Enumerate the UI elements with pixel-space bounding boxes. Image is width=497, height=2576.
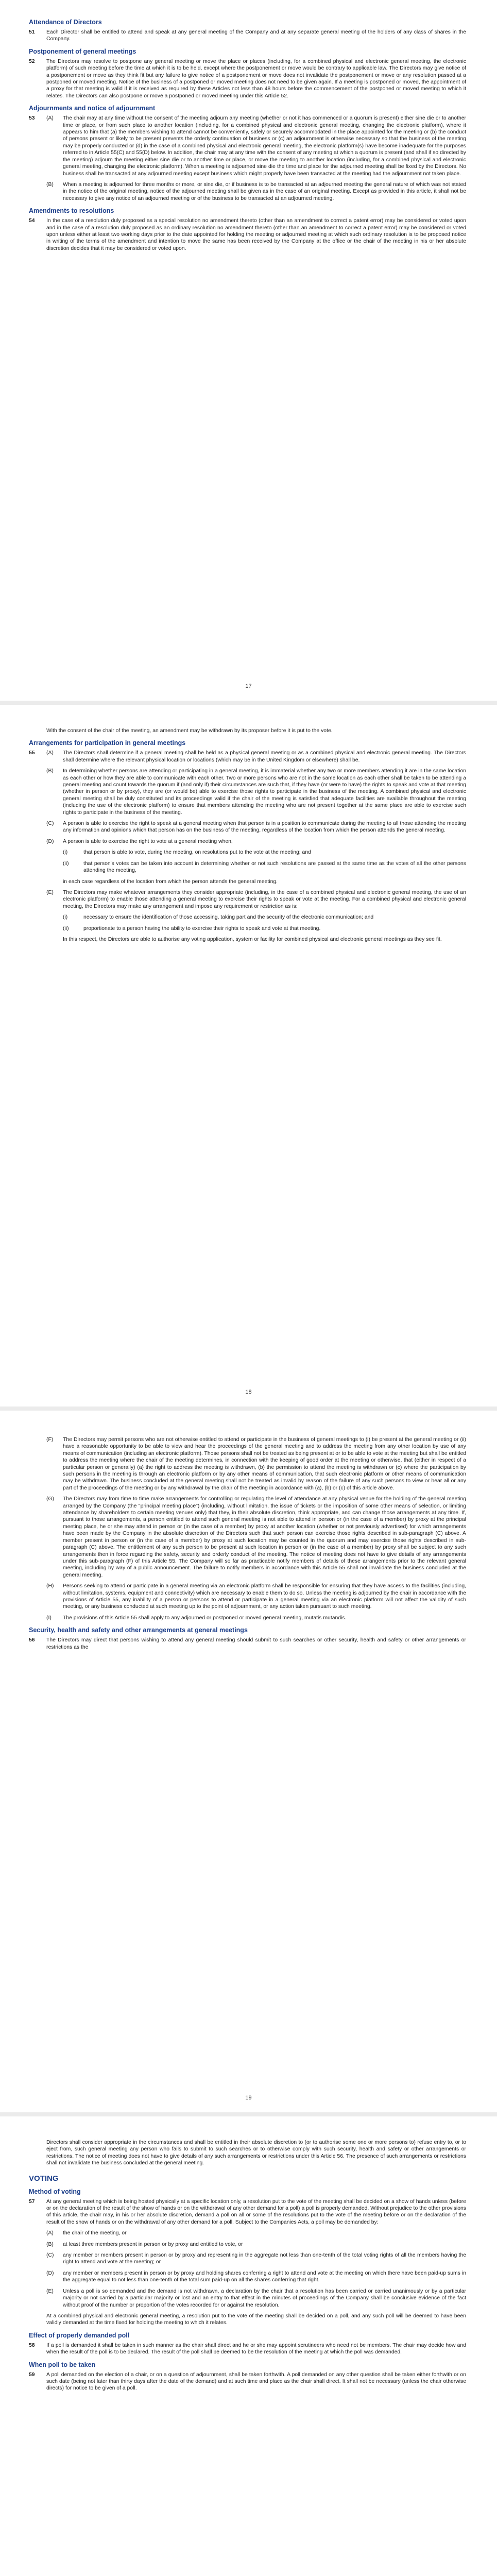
heading-arrangements: Arrangements for participation in general meetings [29, 739, 186, 747]
carry-over-text: Directors shall consider appropriate in the circumstances and shall be entitled in their absolute discretion to (or to authorise some one or more persons to) refuse entry to, or to eject from, such general meeting any person who fails to submit to such searches or to otherwise comply with such security, health and safety or other arrangements or restrictions. The notice of meeting does not have to give details of any such arrangements or restrictions under this Article 56. The presence of such arrangements or restrictions shall not invalidate the business concluded at the general meeting. [46, 2140, 466, 2166]
clause-text: at least three members present in person or by proxy and entitled to vote, or [63, 2241, 243, 2247]
sub-clause-label: (B) [46, 768, 54, 774]
clause-text: The Directors may direct that persons wishing to attend any general meeting should submit to such searches or other security, health and safety or other arrangements or restrictions as the [46, 1637, 466, 1650]
sub-clause-label: (A) [46, 2230, 54, 2236]
heading-attendance-of-directors: Attendance of Directors [29, 19, 102, 26]
clause-57b [29, 2241, 466, 2248]
sub-clause-label: (E) [46, 2288, 54, 2294]
clause-53a [29, 115, 466, 177]
clause-number: 52 [29, 58, 35, 64]
page-number: 18 [245, 1389, 252, 1395]
clause-text: When a meeting is adjourned for three months or more, or sine die, or if business is to be transacted at an adjourned meeting the general nature of which was not stated in the notice of the original meeting, notice of the adjourned meeting shall be given as in the case of an original meeting. Except as provided in this article, it shall not be necessary to give any notice of an adjourned meeting or of the business to be transacted at an adjourned meeting. [63, 181, 466, 201]
heading-postponement: Postponement of general meetings [29, 47, 136, 55]
sub-clause-label: (I) [46, 1615, 52, 1621]
clause-55a [29, 750, 466, 764]
sub-clause-label: (ii) [63, 925, 69, 931]
sub-clause-label: (B) [46, 2241, 54, 2247]
clause-text: A poll demanded on the election of a chair, or on a question of adjournment, shall be taken forthwith. A poll demanded on any other question shall be taken either forthwith or on such date (being not later than thirty days after the date of the demand) and at such time and place as the chair shall direct. It shall not be necessary (unless the chair otherwise directs) for notice to be given of a poll. [46, 2371, 466, 2392]
clause-55d-i [29, 849, 466, 856]
clause-number: 59 [29, 2371, 35, 2378]
clause-text: The Directors may from time to time make arrangements for controlling or regulating the level of attendance at any physical venue for the holding of the general meeting arranged by the Company (the "principal meeting place") (including, without limitation, the issue of tickets or the imposition of some other means of selection, or limiting attendance by shareholders to certain meeting venues only) that they, in their absolute discretion, think appropriate, and can change those arrangements at any time. If, pursuant to those arrangements, a person entitled to attend such general meeting is not able to attend in person or (in the case of a member) by proxy at the principal meeting place, he or she may attend in person or (in the case of a member) by proxy at another location (whether or not previously advertised) for which arrangements have been made by the Company in the absolute discretion of the Directors such that such person can exercise those rights described in sub-paragraph (C) above. A member present in person or (in the case of a member) by proxy at such location may be counted in the quorum and may exercise those rights described in sub-paragraph (C) above. The entitlement of any such person to be present at such location in person or (in the case of a member) by proxy shall be subject to any such arrangements then in force regarding the safety, security and orderly conduct of the meeting. The notice of meeting does not have to give details of any arrangements under this sub-paragraph (F) of this Article 55. The Company will so far as practicable notify members of details of these arrangements prior to the relevant general meeting, including by way of a public announcement. The failure to notify members in accordance with this Article 55 shall not invalidate the business concluded at the general meeting. [63, 1496, 466, 1578]
clause-text: The Directors may resolve to postpone any general meeting or move the place or places (including, for a combined physical and electronic general meeting, the electronic platform) of such meeting before the time at which it is to be held, except where the postponement or move would be contrary to applicable law. The Directors may give notice of a postponement or move as they think fit but any failure to give notice of a postponement or move does not invalidate the postponement or move or any resolution passed at a postponed or moved meeting. Notice of the business of a postponed or moved meeting does not need to be given again. If a meeting is postponed or moved, the appointment of a proxy for that meeting is valid if it is received as required by these Articles not less than 48 hours before the commencement of the postponed or moved meeting to which it relates. The Directors can also postpone or move a postponed or moved meeting under this Article 52. [46, 58, 466, 99]
clause-text: The Directors shall determine if a general meeting shall be held as a physical general meeting or as a combined physical and electronic general meeting. The Directors shall determine where the relevant physical location or locations (which may be in the United Kingdom or elsewhere) shall be. [63, 750, 466, 763]
clause-text: in each case regardless of the location from which the person attends the general meeting. [63, 878, 278, 885]
page-number: 19 [245, 2095, 252, 2101]
heading-voting: VOTING [29, 2174, 59, 2183]
clause-number: 53 [29, 115, 35, 122]
sub-clause-label: (E) [46, 889, 54, 895]
sub-clause-label: (ii) [63, 860, 69, 867]
clause-57a [29, 2230, 466, 2236]
heading-when-poll-taken: When poll to be taken [29, 2361, 96, 2368]
clause-55b [29, 768, 466, 816]
clause-text: A person is able to exercise the right to speak at a general meeting when that person is in a position to communicate during the meeting to all those attending the meeting any information and opinions which that person has on the business of the meeting, regardless of the location from which the person attends the general meeting. [63, 821, 466, 834]
clause-number: 54 [29, 218, 35, 224]
document-page-18 [0, 705, 497, 1406]
clause-53b [29, 181, 466, 202]
clause-text: At any general meeting which is being hosted physically at a specific location only, a resolution put to the vote of the meeting shall be decided on a show of hands unless (before or on the declaration of the result of the show of hands or on the withdrawal of any other demand for a poll) a poll is properly demanded. Without prejudice to the other provisions of this article, the chair may, in his or her absolute discretion, demand a poll on all or some of the resolutions put to the vote of the meeting before or on the declaration of the result of the show of hands or on the withdrawal of any other demand for a poll. Subject to the Companies Acts, a poll may be demanded by: [46, 2198, 466, 2225]
heading-security: Security, health and safety and other arrangements at general meetings [29, 1626, 248, 1634]
clause-text: that person's votes can be taken into account in determining whether or not such resolutions are passed at the same time as the votes of all the other persons attending the meeting, [83, 860, 466, 874]
clause-text: At a combined physical and electronic general meeting, a resolution put to the vote of the meeting shall be decided on a poll, and any such poll will be deemed to have been validly demanded at the time fixed for holding the meeting to which it relates. [46, 2313, 466, 2326]
clause-55f [29, 1436, 466, 1492]
clause-text: In this respect, the Directors are able to authorise any voting application, system or facility for combined physical and electronic general meetings as they see fit. [63, 936, 442, 942]
clause-text: any member or members present in person or by proxy and holding shares conferring a right to attend and vote at the meeting on which there have been paid-up sums in the aggregate equal to not less than one-tenth of the total sum paid-up on all the shares conferring that right. [63, 2270, 466, 2283]
sub-clause-label: (C) [46, 821, 54, 827]
clause-55e [29, 889, 466, 910]
clause-55e-ii [29, 925, 466, 932]
clause-57 [29, 2198, 466, 2226]
heading-method-of-voting: Method of voting [29, 2188, 81, 2195]
clause-text: proportionate to a person having the ability to exercise their rights to speak and vote at that meeting. [83, 925, 321, 931]
sub-clause-label: (G) [46, 1496, 55, 1502]
sub-clause-label: (D) [46, 838, 54, 844]
document-page-20 [0, 2116, 497, 2576]
clause-59 [29, 2371, 466, 2392]
clause-text: necessary to ensure the identification of those accessing, taking part and the security of the electronic communication; and [83, 914, 374, 921]
clause-55e-tail [29, 936, 466, 943]
clause-55d-ii [29, 860, 466, 874]
page-number: 17 [245, 683, 252, 689]
carry-over-text: With the consent of the chair of the meeting, an amendment may be withdrawn by its proposer before it is put to the vote. [46, 728, 333, 734]
clause-54 [29, 217, 466, 252]
document-page-19 [0, 1411, 497, 2112]
clause-text: In determining whether persons are attending or participating in a general meeting, it is immaterial whether any two or more members attending it are in the same location as each other or how they are able to communicate with each other. Two or more persons who are not in the same location as each other shall be taken to be attending a general meeting and count towards the quorum if (and only if) their circumstances are such that, if they have (or were to have) the rights to speak and vote at that meeting (whether in person or by proxy), they are (or would be) able to exercise those rights to participate in the business of the meeting. A combined physical and electronic general meeting shall be duly constituted and its proceedings valid if the chair of the meeting is satisfied that adequate facilities are available throughout the meeting (including the use of the electronic platform) to ensure that members attending the meeting who are not present together at the same place are able to exercise such rights to participate in the business of the meeting. [63, 768, 466, 816]
clause-55d-tail [29, 878, 466, 885]
sub-clause-label: (i) [63, 914, 68, 921]
clause-text: If a poll is demanded it shall be taken in such manner as the chair shall direct and he or she may appoint scrutineers who need not be members. The chair may decide how and when the result of the poll is to be declared. The result of the poll shall be deemed to be the resolution of the meeting at which the poll was demanded. [46, 2342, 466, 2355]
clause-55h [29, 1583, 466, 1611]
clause-text: A person is able to exercise the right to vote at a general meeting when, [63, 838, 233, 844]
clause-text: Persons seeking to attend or participate in a general meeting via an electronic platform shall be responsible for ensuring that they have access to the facilities (including, without limitation, systems, equipment and connectivity) which are necessary to enable them to do so. Unless the meeting is adjourned by the chair in accordance with the provisions of Article 55, any inability of a person or persons to attend or participate in a general meeting via an electronic platform will not affect the validity of such meeting, or any business conducted at such meeting up to the point of adjournment, or any action taken pursuant to such meeting. [63, 1583, 466, 1610]
sub-clause-label: (i) [63, 850, 68, 856]
clause-55i [29, 1615, 466, 1621]
clause-text: Each Director shall be entitled to attend and speak at any general meeting of the Company and at any separate general meeting of the holders of any class of shares in the Company. [46, 29, 466, 42]
sub-clause-label: (B) [46, 181, 54, 188]
clause-text: The chair may at any time without the consent of the meeting adjourn any meeting (whether or not it has commenced or a quorum is present) either sine die or to another time or place, or from such place to another location (including, for a combined physical and electronic general meeting, changing the electronic platform), where it appears to him that (a) the members wishing to attend cannot be conveniently, safely or securely accommodated in the place appointed for the meeting or (b) the conduct of persons present or likely to be present prevents the orderly continuation of business or (c) an adjournment is otherwise necessary so that the business of the meeting may be properly conducted or (d) in the case of a combined physical and electronic general meeting, the electronic platform(s) have become inadequate for the purposes referred to in Article 55(C) and 55(D) below. In addition, the chair may at any time with the consent of any meeting at which a quorum is present (and shall if so directed by the meeting) adjourn the meeting either sine die or to another time or place, or move the meeting to another location (including, for a combined physical and electronic general meeting, changing the electronic platform). When a meeting is adjourned sine die the time and place for the adjourned meeting shall be fixed by the Directors. No business shall be transacted at any adjourned meeting except business which might properly have been transacted at the meeting had the adjournment not taken place. [63, 115, 466, 177]
clause-text: The Directors may make whatever arrangements they consider appropriate (including, in the case of a combined physical and electronic general meeting, the use of an electronic platform) to enable those attending a general meeting to exercise their rights to speak or vote at the meeting. For a combined physical and electronic general meeting, the Directors may make any arrangement and impose any requirement or restriction as is: [63, 889, 466, 909]
document-page-17 [0, 0, 497, 701]
sub-clause-label: (H) [46, 1583, 54, 1589]
clause-text: The Directors may permit persons who are not otherwise entitled to attend or participate in the business of general meetings to (i) be present at the general meeting or (ii) have a reasonable opportunity to be able to view and hear the proceedings of the general meeting and to address the meeting from any other location by use of any means of communication (including an electronic platform). Those persons shall not be treated as being present at or to be able to vote at the meeting but shall be entitled to address the meeting where the chair of the meeting determines, in connection with the keeping of good order at the meeting or otherwise, that (either in respect of a particular person or generally) (a) the right to address the meeting is withdrawn, (b) the permission to attend the meeting is withdrawn or (c) where the participation by such persons in the meeting is through an electronic platform or by any other means of communication, that such electronic platform or other means of communication may be withdrawn. The business concluded at the general meeting shall not be treated as invalid by reason of the failure of any such persons to view or hear all or any part of the proceedings of the meeting or by any withdrawal by the chair of the meeting in accordance with (a), (b) or (c) of this article above. [63, 1437, 466, 1491]
clause-55c [29, 820, 466, 834]
clause-text: The provisions of this Article 55 shall apply to any adjourned or postponed or moved general meeting, mutatis mutandis. [63, 1615, 347, 1621]
heading-effect-of-poll: Effect of properly demanded poll [29, 2331, 130, 2339]
clause-55g [29, 1496, 466, 1579]
clause-52 [29, 58, 466, 99]
clause-57e [29, 2288, 466, 2309]
clause-58 [29, 2342, 466, 2356]
clause-text: that person is able to vote, during the meeting, on resolutions put to the vote at the meeting; and [83, 850, 311, 856]
clause-number: 56 [29, 1637, 35, 1643]
sub-clause-label: (D) [46, 2270, 54, 2276]
clause-text: In the case of a resolution duly proposed as a special resolution no amendment thereto (other than an amendment to correct a patent error) may be considered or voted upon and in the case of a resolution duly proposed as an ordinary resolution no amendment thereto (other than an amendment to correct a patent error) may be considered or voted upon unless either at least two working days prior to the date appointed for holding the meeting or adjourned meeting at which such ordinary resolution is to be proposed notice in writing of the terms of the amendment and intention to move the same has been received by the Company at the office or the chair of the meeting in his or her absolute discretion decides that it may be considered or voted upon. [46, 218, 466, 251]
clause-57-tail [29, 2313, 466, 2327]
clause-number: 51 [29, 29, 35, 35]
clause-56 [29, 1637, 466, 1651]
heading-amendments: Amendments to resolutions [29, 207, 114, 215]
clause-text: any member or members present in person or by proxy and representing in the aggregate not less than one-tenth of the total voting rights of all the members having the right to attend and vote at the meeting; or [63, 2252, 466, 2265]
clause-number: 58 [29, 2342, 35, 2348]
clause-55d [29, 838, 466, 845]
clause-51 [29, 29, 466, 43]
heading-adjournments: Adjournments and notice of adjournment [29, 105, 156, 112]
clause-number: 57 [29, 2198, 35, 2205]
clause-text: the chair of the meeting, or [63, 2230, 127, 2236]
clause-55e-i [29, 914, 466, 921]
sub-clause-label: (A) [46, 115, 54, 122]
clause-text: Unless a poll is so demanded and the demand is not withdrawn, a declaration by the chair that a resolution has been carried or carried unanimously or by a particular majority or not carried by a particular majority or lost and an entry to that effect in the minutes of proceedings of the Company shall be conclusive evidence of the fact without proof of the number or proportion of the votes recorded for or against the resolution. [63, 2288, 466, 2308]
sub-clause-label: (C) [46, 2252, 54, 2259]
clause-57d [29, 2270, 466, 2284]
clause-number: 55 [29, 750, 35, 756]
sub-clause-label: (F) [46, 1437, 54, 1443]
sub-clause-label: (A) [46, 750, 54, 756]
clause-57c [29, 2252, 466, 2266]
